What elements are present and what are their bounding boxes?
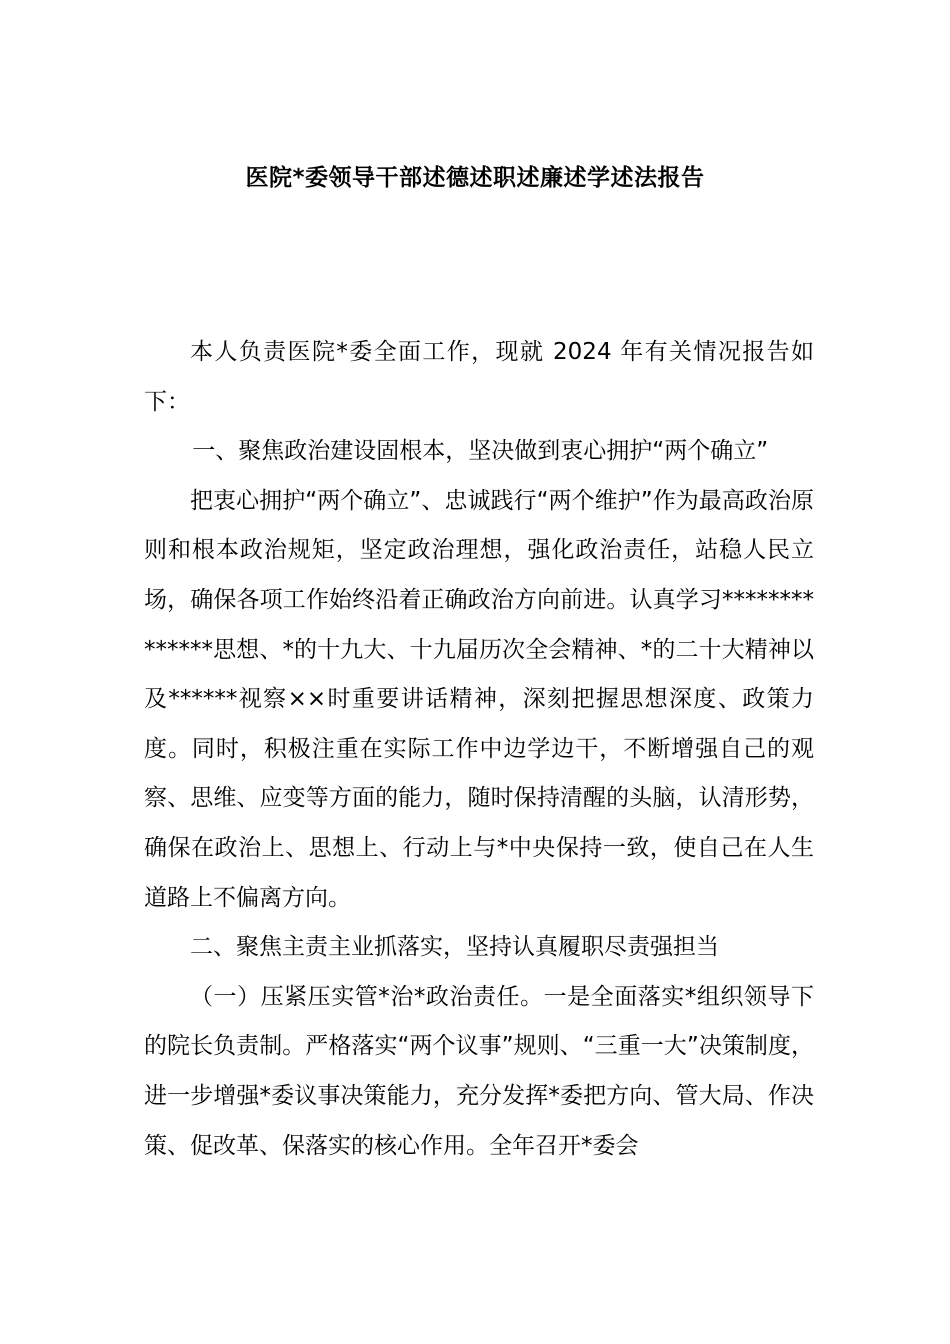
section-heading-1: 一、聚焦政治建设固根本，坚决做到衷心拥护“两个确立”: [192, 438, 769, 465]
document-title: 医院*委领导干部述德述职述廉述学述法报告: [245, 165, 705, 191]
section-heading-2: 二、聚焦主责主业抓落实，坚持认真履职尽责强担当: [190, 934, 719, 961]
document-body: [144, 328, 814, 1171]
intro-paragraph: 本人负责医院*委全面工作，现就 2024 年有关情况报告如下：: [144, 339, 814, 415]
body-paragraph: 把衷心拥护“两个确立”、忠诚践行“两个维护”作为最高政治原则和根本政治规矩，坚定政治理想，强化政治责任，站稳人民立场，确保各项工作始终沿着正确政治方向前进。认真学习**************思想、*的十九大、十九届历次全会精神、*的二十大精神以及******视察××时重要讲话精神，深刻把握思想深度、政策力度。同时，积极注重在实际工作中边学边干，不断增强自己的观察、思维、应变等方面的能力，随时保持清醒的头脑，认清形势，确保在政治上、思想上、行动上与*中央保持一致，使自己在人生道路上不偏离方向。: [144, 487, 814, 911]
body-paragraph: （一）压紧压实管*治*政治责任。一是全面落实*组织领导下的院长负责制。严格落实“两个议事”规则、“三重一大”决策制度，进一步增强*委议事决策能力，充分发挥*委把方向、管大局、作决策、促改革、保落实的核心作用。全年召开*委会: [144, 983, 814, 1159]
